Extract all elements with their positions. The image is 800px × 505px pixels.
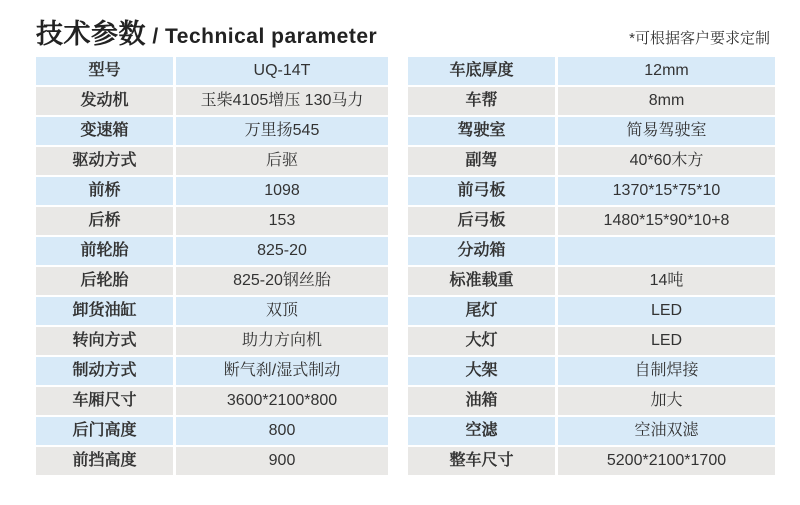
spec-row [408, 237, 775, 265]
spec-row [36, 117, 388, 145]
spec-label: 前挡高度 [36, 447, 173, 475]
spec-row [408, 57, 775, 85]
spec-row [408, 207, 775, 235]
spec-row [36, 87, 388, 115]
spec-label: 变速箱 [36, 117, 173, 145]
spec-row [36, 177, 388, 205]
spec-value: 14吨 [558, 267, 775, 295]
spec-label: 空滤 [408, 417, 555, 445]
spec-row [408, 387, 775, 415]
spec-row [408, 87, 775, 115]
spec-label: 型号 [36, 57, 173, 85]
spec-value: 1480*15*90*10+8 [558, 207, 775, 235]
spec-label: 车底厚度 [408, 57, 555, 85]
spec-label: 发动机 [36, 87, 173, 115]
spec-value: 简易驾驶室 [558, 117, 775, 145]
page-title-english: / Technical parameter [146, 25, 378, 48]
spec-row [36, 417, 388, 445]
spec-row [36, 237, 388, 265]
spec-row [408, 417, 775, 445]
spec-row [36, 297, 388, 325]
spec-row [36, 267, 388, 295]
spec-value: 3600*2100*800 [176, 387, 388, 415]
spec-value: 断气刹/湿式制动 [176, 357, 388, 385]
spec-label: 车帮 [408, 87, 555, 115]
spec-value: 825-20 [176, 237, 388, 265]
spec-label: 前弓板 [408, 177, 555, 205]
spec-value: 800 [176, 417, 388, 445]
spec-label: 标准载重 [408, 267, 555, 295]
spec-row [408, 177, 775, 205]
spec-value: 加大 [558, 387, 775, 415]
page-title-chinese: 技术参数 [36, 19, 146, 49]
spec-label: 整车尺寸 [408, 447, 555, 475]
spec-label: 车厢尺寸 [36, 387, 173, 415]
spec-row [408, 267, 775, 295]
spec-label: 尾灯 [408, 297, 555, 325]
spec-row [36, 387, 388, 415]
spec-value [558, 237, 775, 265]
spec-row [36, 147, 388, 175]
spec-value: 1098 [176, 177, 388, 205]
spec-table-left [36, 57, 388, 477]
page-title [36, 12, 377, 51]
customization-note: *可根据客户要求定制 [629, 30, 770, 47]
spec-label: 前轮胎 [36, 237, 173, 265]
spec-label: 后门高度 [36, 417, 173, 445]
spec-value: UQ-14T [176, 57, 388, 85]
spec-value: 153 [176, 207, 388, 235]
spec-value: 双顶 [176, 297, 388, 325]
spec-value: 助力方向机 [176, 327, 388, 355]
spec-row [36, 357, 388, 385]
spec-label: 驱动方式 [36, 147, 173, 175]
spec-value: 后驱 [176, 147, 388, 175]
spec-row [36, 57, 388, 85]
spec-row [36, 447, 388, 475]
spec-value: 1370*15*75*10 [558, 177, 775, 205]
spec-row [408, 117, 775, 145]
spec-value: 万里扬545 [176, 117, 388, 145]
spec-label: 后轮胎 [36, 267, 173, 295]
header [36, 12, 770, 51]
spec-label: 后弓板 [408, 207, 555, 235]
spec-label: 前桥 [36, 177, 173, 205]
spec-label: 副驾 [408, 147, 555, 175]
spec-value: 12mm [558, 57, 775, 85]
spec-label: 后桥 [36, 207, 173, 235]
spec-row [408, 447, 775, 475]
spec-label: 转向方式 [36, 327, 173, 355]
spec-value: 825-20钢丝胎 [176, 267, 388, 295]
spec-value: 40*60木方 [558, 147, 775, 175]
spec-label: 制动方式 [36, 357, 173, 385]
spec-label: 油箱 [408, 387, 555, 415]
spec-value: 8mm [558, 87, 775, 115]
spec-label: 卸货油缸 [36, 297, 173, 325]
spec-row [36, 327, 388, 355]
spec-label: 驾驶室 [408, 117, 555, 145]
spec-row [408, 147, 775, 175]
spec-row [408, 357, 775, 385]
spec-row [408, 297, 775, 325]
spec-value: 空油双滤 [558, 417, 775, 445]
spec-table-right [408, 57, 775, 477]
spec-row [36, 207, 388, 235]
spec-label: 大灯 [408, 327, 555, 355]
spec-value: LED [558, 297, 775, 325]
spec-label: 大架 [408, 357, 555, 385]
spec-value: 900 [176, 447, 388, 475]
spec-row [408, 327, 775, 355]
spec-value: 玉柴4105增压 130马力 [176, 87, 388, 115]
spec-value: 5200*2100*1700 [558, 447, 775, 475]
spec-label: 分动箱 [408, 237, 555, 265]
spec-value: 自制焊接 [558, 357, 775, 385]
spec-value: LED [558, 327, 775, 355]
